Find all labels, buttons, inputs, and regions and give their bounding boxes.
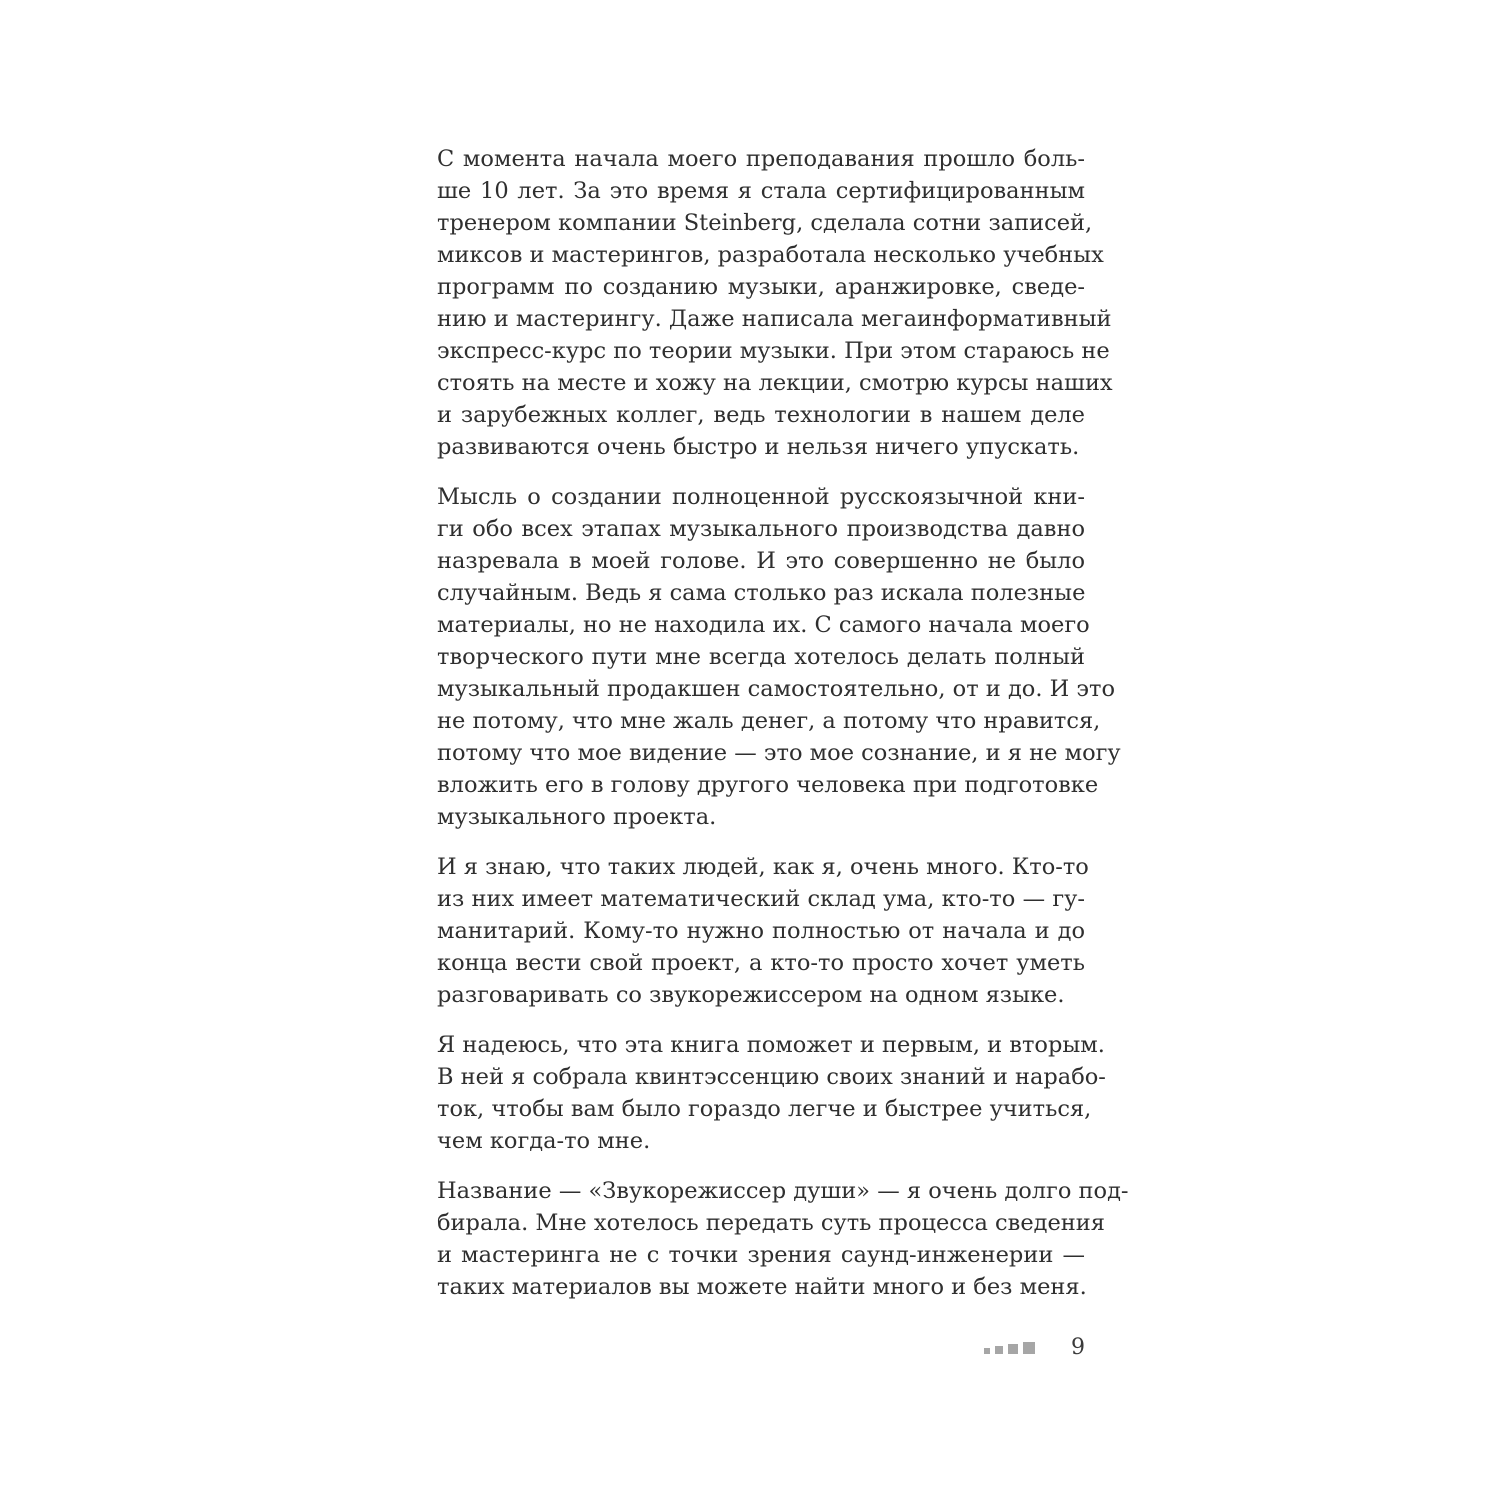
text-line: музыкального проекта.	[437, 804, 717, 830]
page-marker-icon	[984, 1342, 1036, 1354]
page-footer	[984, 1333, 1085, 1363]
text-line: манитарий. Кому-то нужно полностью от начала и до	[437, 918, 1085, 944]
text-line: таких материалов вы можете найти много и без меня.	[437, 1274, 1087, 1300]
text-line: материалы, но не находила их. С самого начала моего	[437, 612, 1090, 638]
paragraph	[437, 1175, 1129, 1303]
text-line: бирала. Мне хотелось передать суть процесса сведения	[437, 1210, 1105, 1236]
page-number: 9	[1071, 1335, 1085, 1360]
text-line: потому что мое видение — это мое сознание, и я не могу	[437, 740, 1121, 766]
text-line: и мастеринга не с точки зрения саунд-инженерии —	[437, 1242, 1085, 1268]
text-line: тренером компании Steinberg, сделала сотни записей,	[437, 210, 1093, 236]
text-line: чем когда-то мне.	[437, 1128, 651, 1154]
text-line: конца вести свой проект, а кто-то просто хочет уметь	[437, 950, 1085, 976]
text-line: Название — «Звукорежиссер души» — я очень долго под-	[437, 1178, 1129, 1204]
body-text	[437, 143, 1129, 1321]
text-line: экспресс-курс по теории музыки. При этом стараюсь не	[437, 338, 1110, 364]
text-line: вложить его в голову другого человека при подготовке	[437, 772, 1099, 798]
text-line: случайным. Ведь я сама столько раз искала полезные	[437, 580, 1086, 606]
text-line: В ней я собрала квинтэссенцию своих знаний и нарабо-	[437, 1064, 1106, 1090]
text-line: стоять на месте и хожу на лекции, смотрю курсы наших	[437, 370, 1113, 396]
paragraph	[437, 143, 1113, 463]
text-line: из них имеет математический склад ума, кто-то — гу-	[437, 886, 1085, 912]
text-line: назревала в моей голове. И это совершенно не было	[437, 548, 1085, 574]
text-line: миксов и мастерингов, разработала несколько учебных	[437, 242, 1104, 268]
text-line: разговаривать со звукорежиссером на одном языке.	[437, 982, 1065, 1008]
paragraph	[437, 1029, 1106, 1157]
text-line: и зарубежных коллег, ведь технологии в нашем деле	[437, 402, 1085, 428]
text-line: С момента начала моего преподавания прошло боль-	[437, 146, 1085, 172]
text-line: ги обо всех этапах музыкального производства давно	[437, 516, 1085, 542]
text-line: И я знаю, что таких людей, как я, очень много. Кто-то	[437, 854, 1089, 880]
text-line: ток, чтобы вам было гораздо легче и быстрее учиться,	[437, 1096, 1092, 1122]
text-line: музыкальный продакшен самостоятельно, от и до. И это	[437, 676, 1116, 702]
paragraph	[437, 481, 1121, 833]
text-line: ше 10 лет. За это время я стала сертифицированным	[437, 178, 1085, 204]
text-line: Я надеюсь, что эта книга поможет и первым, и вторым.	[437, 1032, 1105, 1058]
text-line: нию и мастерингу. Даже написала мегаинформативный	[437, 306, 1112, 332]
paragraph	[437, 851, 1089, 1011]
text-line: развиваются очень быстро и нельзя ничего упускать.	[437, 434, 1080, 460]
text-line: Мысль о создании полноценной русскоязычной кни-	[437, 484, 1085, 510]
text-line: программ по созданию музыки, аранжировке, сведе-	[437, 274, 1085, 300]
text-line: не потому, что мне жаль денег, а потому что нравится,	[437, 708, 1101, 734]
text-line: творческого пути мне всегда хотелось делать полный	[437, 644, 1085, 670]
